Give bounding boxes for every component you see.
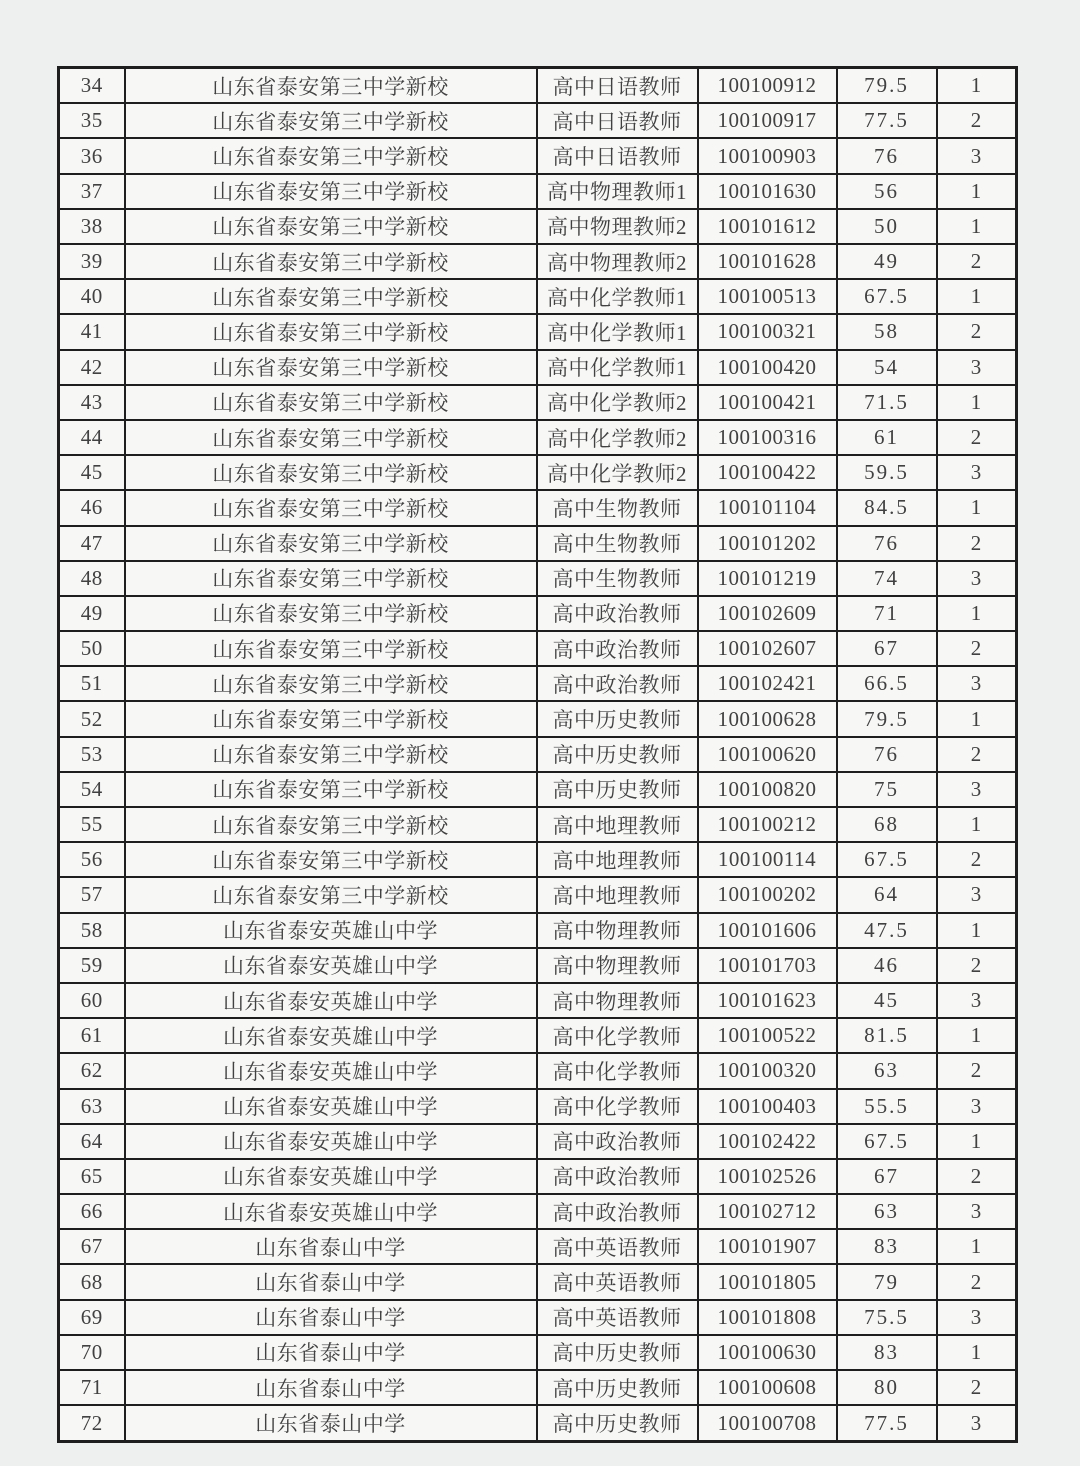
- cell-score: 67.5: [837, 1124, 937, 1159]
- cell-school: 山东省泰安第三中学新校: [125, 103, 537, 138]
- cell-school: 山东省泰安第三中学新校: [125, 174, 537, 209]
- cell-position: 高中历史教师: [537, 772, 698, 807]
- table-row: [59, 420, 1017, 455]
- cell-rank: 3: [937, 772, 1017, 807]
- cell-index: 57: [59, 877, 125, 912]
- cell-rank: 3: [937, 138, 1017, 173]
- cell-rank: 2: [937, 1159, 1017, 1194]
- cell-index: 50: [59, 631, 125, 666]
- cell-rank: 1: [937, 1124, 1017, 1159]
- cell-id: 100100620: [698, 737, 837, 772]
- cell-score: 58: [837, 314, 937, 349]
- cell-index: 70: [59, 1335, 125, 1370]
- cell-score: 67: [837, 631, 937, 666]
- cell-index: 38: [59, 209, 125, 244]
- cell-school: 山东省泰安第三中学新校: [125, 807, 537, 842]
- cell-school: 山东省泰安英雄山中学: [125, 983, 537, 1018]
- cell-index: 72: [59, 1405, 125, 1441]
- cell-index: 61: [59, 1018, 125, 1053]
- table-row: [59, 350, 1017, 385]
- cell-rank: 1: [937, 68, 1017, 104]
- cell-index: 58: [59, 913, 125, 948]
- cell-rank: 3: [937, 877, 1017, 912]
- table-row: [59, 1089, 1017, 1124]
- cell-index: 37: [59, 174, 125, 209]
- cell-rank: 1: [937, 209, 1017, 244]
- cell-id: 100101703: [698, 948, 837, 983]
- cell-rank: 1: [937, 174, 1017, 209]
- cell-rank: 1: [937, 1018, 1017, 1053]
- cell-school: 山东省泰山中学: [125, 1264, 537, 1299]
- cell-index: 59: [59, 948, 125, 983]
- cell-index: 41: [59, 314, 125, 349]
- cell-score: 49: [837, 244, 937, 279]
- cell-index: 43: [59, 385, 125, 420]
- cell-school: 山东省泰山中学: [125, 1229, 537, 1264]
- cell-score: 76: [837, 737, 937, 772]
- cell-score: 83: [837, 1335, 937, 1370]
- cell-position: 高中物理教师: [537, 948, 698, 983]
- cell-score: 63: [837, 1194, 937, 1229]
- cell-score: 61: [837, 420, 937, 455]
- cell-rank: 3: [937, 350, 1017, 385]
- cell-school: 山东省泰安第三中学新校: [125, 631, 537, 666]
- table-row: [59, 1159, 1017, 1194]
- cell-school: 山东省泰安第三中学新校: [125, 666, 537, 701]
- table-row: [59, 631, 1017, 666]
- cell-index: 45: [59, 455, 125, 490]
- cell-rank: 3: [937, 1194, 1017, 1229]
- cell-id: 100102607: [698, 631, 837, 666]
- cell-score: 46: [837, 948, 937, 983]
- cell-position: 高中政治教师: [537, 631, 698, 666]
- table-row: [59, 490, 1017, 525]
- cell-rank: 1: [937, 490, 1017, 525]
- cell-position: 高中化学教师: [537, 1089, 698, 1124]
- table-row: [59, 772, 1017, 807]
- cell-school: 山东省泰安第三中学新校: [125, 244, 537, 279]
- cell-id: 100100912: [698, 68, 837, 104]
- cell-index: 48: [59, 561, 125, 596]
- cell-score: 66.5: [837, 666, 937, 701]
- cell-index: 68: [59, 1264, 125, 1299]
- cell-index: 35: [59, 103, 125, 138]
- cell-index: 36: [59, 138, 125, 173]
- cell-score: 71.5: [837, 385, 937, 420]
- table-row: [59, 842, 1017, 877]
- table-row: [59, 877, 1017, 912]
- cell-index: 66: [59, 1194, 125, 1229]
- cell-school: 山东省泰安英雄山中学: [125, 1124, 537, 1159]
- table-row: [59, 1018, 1017, 1053]
- table-row: [59, 948, 1017, 983]
- table-row: [59, 807, 1017, 842]
- cell-id: 100101219: [698, 561, 837, 596]
- cell-school: 山东省泰安第三中学新校: [125, 737, 537, 772]
- cell-score: 77.5: [837, 1405, 937, 1441]
- cell-id: 100101907: [698, 1229, 837, 1264]
- cell-id: 100100422: [698, 455, 837, 490]
- cell-school: 山东省泰安英雄山中学: [125, 1159, 537, 1194]
- cell-score: 75.5: [837, 1300, 937, 1335]
- cell-position: 高中化学教师: [537, 1053, 698, 1088]
- cell-position: 高中物理教师2: [537, 209, 698, 244]
- cell-position: 高中化学教师1: [537, 279, 698, 314]
- cell-school: 山东省泰安英雄山中学: [125, 948, 537, 983]
- cell-score: 80: [837, 1370, 937, 1405]
- cell-position: 高中物理教师: [537, 983, 698, 1018]
- cell-school: 山东省泰安第三中学新校: [125, 526, 537, 561]
- cell-position: 高中地理教师: [537, 807, 698, 842]
- cell-index: 49: [59, 596, 125, 631]
- cell-index: 53: [59, 737, 125, 772]
- cell-position: 高中日语教师: [537, 138, 698, 173]
- cell-id: 100101630: [698, 174, 837, 209]
- cell-index: 34: [59, 68, 125, 104]
- cell-school: 山东省泰山中学: [125, 1370, 537, 1405]
- cell-school: 山东省泰安英雄山中学: [125, 1018, 537, 1053]
- table-row: [59, 526, 1017, 561]
- cell-index: 39: [59, 244, 125, 279]
- cell-position: 高中历史教师: [537, 701, 698, 736]
- cell-id: 100100903: [698, 138, 837, 173]
- cell-score: 55.5: [837, 1089, 937, 1124]
- table-row: [59, 103, 1017, 138]
- cell-id: 100102526: [698, 1159, 837, 1194]
- cell-rank: 1: [937, 913, 1017, 948]
- cell-id: 100101623: [698, 983, 837, 1018]
- cell-rank: 1: [937, 701, 1017, 736]
- cell-score: 68: [837, 807, 937, 842]
- cell-position: 高中政治教师: [537, 1194, 698, 1229]
- cell-score: 63: [837, 1053, 937, 1088]
- cell-rank: 3: [937, 1300, 1017, 1335]
- cell-position: 高中日语教师: [537, 103, 698, 138]
- cell-id: 100101202: [698, 526, 837, 561]
- cell-id: 100100628: [698, 701, 837, 736]
- cell-school: 山东省泰安第三中学新校: [125, 455, 537, 490]
- cell-rank: 1: [937, 1229, 1017, 1264]
- cell-id: 100100316: [698, 420, 837, 455]
- cell-score: 79.5: [837, 68, 937, 104]
- cell-index: 62: [59, 1053, 125, 1088]
- cell-rank: 3: [937, 561, 1017, 596]
- table-row: [59, 455, 1017, 490]
- cell-score: 77.5: [837, 103, 937, 138]
- cell-score: 84.5: [837, 490, 937, 525]
- cell-index: 46: [59, 490, 125, 525]
- table-row: [59, 913, 1017, 948]
- cell-rank: 3: [937, 1089, 1017, 1124]
- cell-school: 山东省泰山中学: [125, 1300, 537, 1335]
- cell-school: 山东省泰安第三中学新校: [125, 877, 537, 912]
- score-table-body: [59, 68, 1017, 1442]
- cell-position: 高中历史教师: [537, 1405, 698, 1441]
- cell-position: 高中化学教师1: [537, 350, 698, 385]
- cell-position: 高中政治教师: [537, 1124, 698, 1159]
- cell-rank: 2: [937, 1370, 1017, 1405]
- cell-position: 高中英语教师: [537, 1229, 698, 1264]
- cell-index: 63: [59, 1089, 125, 1124]
- table-row: [59, 244, 1017, 279]
- cell-school: 山东省泰安英雄山中学: [125, 1089, 537, 1124]
- cell-id: 100101606: [698, 913, 837, 948]
- table-row: [59, 983, 1017, 1018]
- table-row: [59, 209, 1017, 244]
- cell-id: 100101808: [698, 1300, 837, 1335]
- cell-school: 山东省泰安第三中学新校: [125, 420, 537, 455]
- table-row: [59, 68, 1017, 104]
- table-row: [59, 1405, 1017, 1441]
- cell-id: 100100917: [698, 103, 837, 138]
- cell-school: 山东省泰安第三中学新校: [125, 561, 537, 596]
- cell-id: 100100630: [698, 1335, 837, 1370]
- cell-score: 50: [837, 209, 937, 244]
- cell-index: 71: [59, 1370, 125, 1405]
- cell-score: 67.5: [837, 279, 937, 314]
- cell-school: 山东省泰安第三中学新校: [125, 279, 537, 314]
- table-row: [59, 1370, 1017, 1405]
- cell-id: 100100202: [698, 877, 837, 912]
- cell-id: 100102422: [698, 1124, 837, 1159]
- cell-index: 69: [59, 1300, 125, 1335]
- cell-position: 高中历史教师: [537, 1370, 698, 1405]
- cell-rank: 2: [937, 631, 1017, 666]
- cell-school: 山东省泰山中学: [125, 1335, 537, 1370]
- table-row: [59, 1229, 1017, 1264]
- table-row: [59, 385, 1017, 420]
- cell-id: 100100421: [698, 385, 837, 420]
- cell-rank: 3: [937, 983, 1017, 1018]
- cell-index: 65: [59, 1159, 125, 1194]
- cell-position: 高中地理教师: [537, 877, 698, 912]
- cell-index: 64: [59, 1124, 125, 1159]
- cell-position: 高中历史教师: [537, 1335, 698, 1370]
- cell-score: 67: [837, 1159, 937, 1194]
- cell-index: 56: [59, 842, 125, 877]
- cell-score: 76: [837, 526, 937, 561]
- cell-score: 81.5: [837, 1018, 937, 1053]
- cell-school: 山东省泰安英雄山中学: [125, 1053, 537, 1088]
- cell-score: 56: [837, 174, 937, 209]
- cell-position: 高中化学教师2: [537, 420, 698, 455]
- cell-position: 高中化学教师: [537, 1018, 698, 1053]
- cell-position: 高中地理教师: [537, 842, 698, 877]
- cell-school: 山东省泰安第三中学新校: [125, 138, 537, 173]
- cell-rank: 2: [937, 737, 1017, 772]
- cell-index: 60: [59, 983, 125, 1018]
- cell-rank: 3: [937, 666, 1017, 701]
- cell-position: 高中英语教师: [537, 1264, 698, 1299]
- cell-rank: 2: [937, 526, 1017, 561]
- cell-score: 74: [837, 561, 937, 596]
- cell-school: 山东省泰安第三中学新校: [125, 68, 537, 104]
- cell-id: 100102609: [698, 596, 837, 631]
- cell-school: 山东省泰安第三中学新校: [125, 314, 537, 349]
- cell-rank: 2: [937, 842, 1017, 877]
- cell-score: 64: [837, 877, 937, 912]
- table-row: [59, 138, 1017, 173]
- cell-score: 59.5: [837, 455, 937, 490]
- cell-position: 高中生物教师: [537, 490, 698, 525]
- cell-score: 71: [837, 596, 937, 631]
- cell-school: 山东省泰山中学: [125, 1405, 537, 1441]
- cell-score: 67.5: [837, 842, 937, 877]
- table-row: [59, 314, 1017, 349]
- cell-position: 高中化学教师2: [537, 455, 698, 490]
- cell-school: 山东省泰安第三中学新校: [125, 490, 537, 525]
- cell-rank: 1: [937, 807, 1017, 842]
- cell-school: 山东省泰安第三中学新校: [125, 842, 537, 877]
- cell-school: 山东省泰安英雄山中学: [125, 1194, 537, 1229]
- table-row: [59, 701, 1017, 736]
- table-row: [59, 279, 1017, 314]
- table-row: [59, 737, 1017, 772]
- cell-id: 100102421: [698, 666, 837, 701]
- cell-id: 100100513: [698, 279, 837, 314]
- cell-index: 42: [59, 350, 125, 385]
- cell-rank: 3: [937, 455, 1017, 490]
- cell-index: 51: [59, 666, 125, 701]
- cell-score: 76: [837, 138, 937, 173]
- cell-position: 高中政治教师: [537, 1159, 698, 1194]
- cell-position: 高中日语教师: [537, 68, 698, 104]
- cell-id: 100100212: [698, 807, 837, 842]
- table-row: [59, 1053, 1017, 1088]
- cell-rank: 2: [937, 1264, 1017, 1299]
- score-table: [57, 66, 1018, 1443]
- cell-school: 山东省泰安英雄山中学: [125, 913, 537, 948]
- cell-rank: 3: [937, 1405, 1017, 1441]
- cell-index: 40: [59, 279, 125, 314]
- cell-position: 高中历史教师: [537, 737, 698, 772]
- cell-id: 100100608: [698, 1370, 837, 1405]
- cell-position: 高中政治教师: [537, 596, 698, 631]
- cell-score: 83: [837, 1229, 937, 1264]
- cell-rank: 2: [937, 1053, 1017, 1088]
- cell-position: 高中政治教师: [537, 666, 698, 701]
- cell-index: 54: [59, 772, 125, 807]
- cell-id: 100102712: [698, 1194, 837, 1229]
- table-row: [59, 596, 1017, 631]
- cell-rank: 2: [937, 244, 1017, 279]
- table-row: [59, 174, 1017, 209]
- cell-id: 100100522: [698, 1018, 837, 1053]
- cell-score: 54: [837, 350, 937, 385]
- cell-id: 100101104: [698, 490, 837, 525]
- cell-school: 山东省泰安第三中学新校: [125, 350, 537, 385]
- cell-rank: 2: [937, 314, 1017, 349]
- cell-id: 100100114: [698, 842, 837, 877]
- cell-rank: 1: [937, 279, 1017, 314]
- cell-id: 100101628: [698, 244, 837, 279]
- cell-index: 55: [59, 807, 125, 842]
- cell-rank: 1: [937, 385, 1017, 420]
- cell-score: 79.5: [837, 701, 937, 736]
- cell-index: 52: [59, 701, 125, 736]
- cell-score: 75: [837, 772, 937, 807]
- cell-id: 100100403: [698, 1089, 837, 1124]
- cell-score: 45: [837, 983, 937, 1018]
- table-row: [59, 1264, 1017, 1299]
- cell-school: 山东省泰安第三中学新校: [125, 596, 537, 631]
- cell-id: 100100321: [698, 314, 837, 349]
- cell-position: 高中物理教师2: [537, 244, 698, 279]
- cell-rank: 1: [937, 1335, 1017, 1370]
- cell-index: 44: [59, 420, 125, 455]
- cell-school: 山东省泰安第三中学新校: [125, 209, 537, 244]
- table-row: [59, 1194, 1017, 1229]
- cell-position: 高中英语教师: [537, 1300, 698, 1335]
- cell-school: 山东省泰安第三中学新校: [125, 385, 537, 420]
- cell-position: 高中化学教师1: [537, 314, 698, 349]
- cell-id: 100101612: [698, 209, 837, 244]
- cell-id: 100100420: [698, 350, 837, 385]
- cell-id: 100100708: [698, 1405, 837, 1441]
- cell-rank: 1: [937, 596, 1017, 631]
- cell-id: 100101805: [698, 1264, 837, 1299]
- cell-rank: 2: [937, 948, 1017, 983]
- cell-index: 67: [59, 1229, 125, 1264]
- cell-position: 高中物理教师: [537, 913, 698, 948]
- cell-index: 47: [59, 526, 125, 561]
- cell-position: 高中生物教师: [537, 561, 698, 596]
- cell-school: 山东省泰安第三中学新校: [125, 701, 537, 736]
- cell-score: 47.5: [837, 913, 937, 948]
- cell-position: 高中物理教师1: [537, 174, 698, 209]
- table-row: [59, 1124, 1017, 1159]
- cell-position: 高中化学教师2: [537, 385, 698, 420]
- table-row: [59, 561, 1017, 596]
- cell-rank: 2: [937, 103, 1017, 138]
- cell-score: 79: [837, 1264, 937, 1299]
- cell-position: 高中生物教师: [537, 526, 698, 561]
- table-row: [59, 1300, 1017, 1335]
- table-row: [59, 1335, 1017, 1370]
- cell-rank: 2: [937, 420, 1017, 455]
- cell-school: 山东省泰安第三中学新校: [125, 772, 537, 807]
- table-row: [59, 666, 1017, 701]
- cell-id: 100100820: [698, 772, 837, 807]
- cell-id: 100100320: [698, 1053, 837, 1088]
